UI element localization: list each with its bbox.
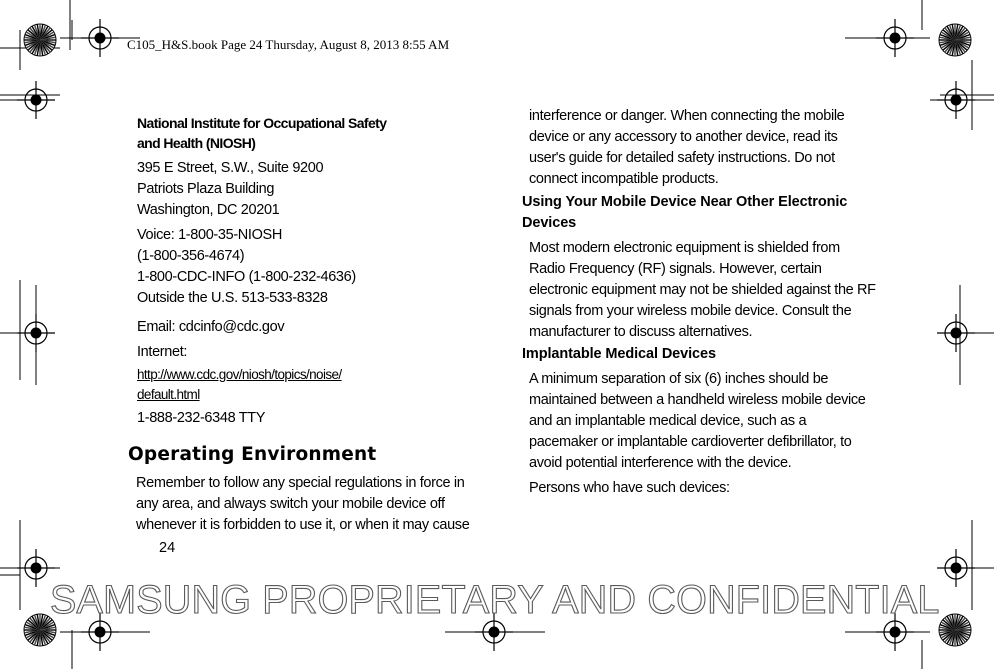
body-line: user's guide for detailed safety instructions. Do not [529,150,835,166]
registration-target-icon [876,19,914,57]
subheading-electronic: Devices [522,215,577,231]
body-line: Radio Frequency (RF) signals. However, certain [529,261,822,277]
voice-line: Outside the U.S. 513-533-8328 [137,290,328,306]
starburst-mark-icon [24,24,56,56]
registration-target-icon [81,19,119,57]
body-line: avoid potential interference with the device. [529,455,792,471]
page-number: 24 [159,540,176,556]
registration-target-icon [17,314,55,352]
body-line: Most modern electronic equipment is shielded from [529,240,840,256]
subheading-implantable: Implantable Medical Devices [522,346,716,362]
confidential-watermark: SAMSUNG PROPRIETARY AND CONFIDENTIAL [50,578,940,622]
registration-target-icon [937,81,975,119]
address-line: Washington, DC 20201 [137,202,280,218]
org-name-line1: National Institute for Occupational Safety [137,115,387,131]
voice-line: (1-800-356-4674) [137,248,245,264]
subheading-electronic: Using Your Mobile Device Near Other Electronic [522,194,848,210]
body-line: Remember to follow any special regulations in force in [136,475,465,491]
body-line: any area, and always switch your mobile device off [136,496,445,512]
body-line: whenever it is forbidden to use it, or when it may cause [136,517,470,533]
section-heading: Operating Environment [128,444,377,465]
address-line: 395 E Street, S.W., Suite 9200 [137,160,324,176]
body-line: maintained between a handheld wireless mobile device [529,392,866,408]
body-line: interference or danger. When connecting the mobile [529,108,845,124]
starburst-mark-icon [939,24,971,56]
registration-target-icon [937,314,975,352]
registration-target-icon [17,81,55,119]
voice-line: Voice: 1-800-35-NIOSH [137,227,282,243]
body-line: pacemaker or implantable cardioverter defibrillator, to [529,434,852,450]
body-line: Persons who have such devices: [529,480,730,496]
org-name-line2: and Health (NIOSH) [137,135,256,151]
body-line: A minimum separation of six (6) inches should be [529,371,829,387]
internet-link[interactable]: default.html [137,387,200,402]
body-line: device or any accessory to another device, read its [529,129,838,145]
body-line: electronic equipment may not be shielded against the RF [529,282,876,298]
email-line: Email: cdcinfo@cdc.gov [137,319,285,335]
internet-label: Internet: [137,344,188,360]
tty-line: 1-888-232-6348 TTY [137,410,266,426]
voice-line: 1-800-CDC-INFO (1-800-232-4636) [137,269,356,285]
internet-link[interactable]: http://www.cdc.gov/niosh/topics/noise/ [137,367,342,382]
body-line: connect incompatible products. [529,171,719,187]
body-line: manufacturer to discuss alternatives. [529,324,753,340]
body-line: and an implantable medical device, such as a [529,413,807,429]
address-line: Patriots Plaza Building [137,181,275,197]
body-line: signals from your wireless mobile device. Consult the [529,303,852,319]
file-header-stamp: C105_H&S.book Page 24 Thursday, August 8, 2013 8:55 AM [127,37,450,52]
